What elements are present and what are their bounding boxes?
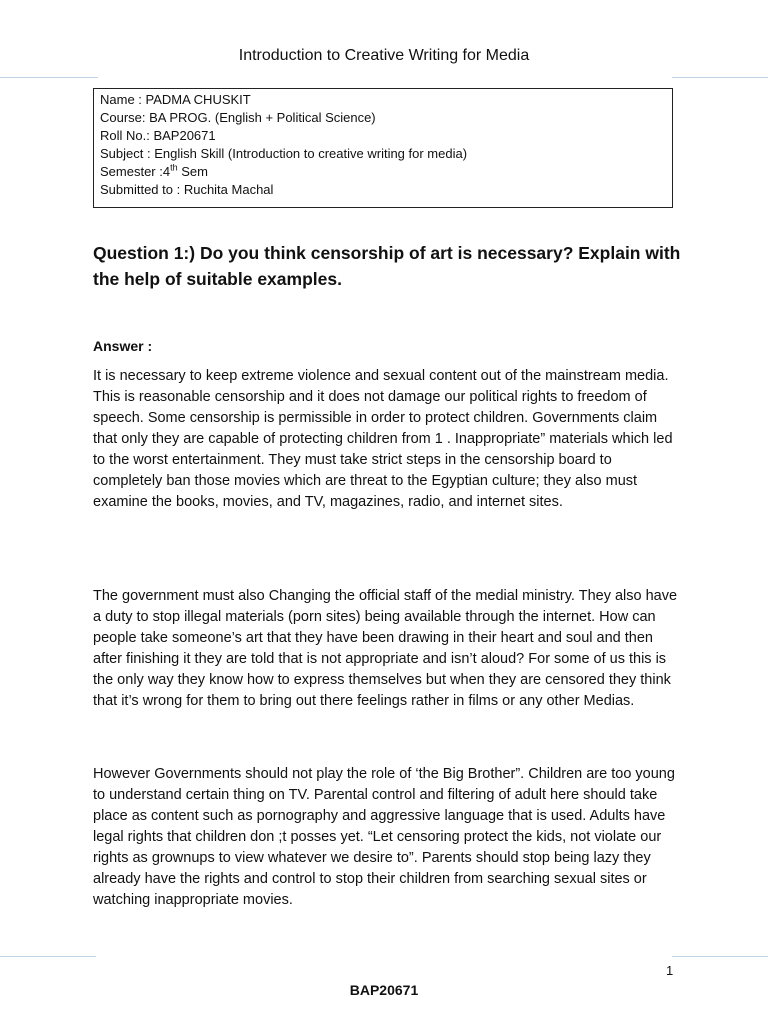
subject: Subject : English Skill (Introduction to creative writing for media) (100, 146, 468, 161)
semester (100, 163, 666, 181)
student-name: Name : PADMA CHUSKIT (100, 92, 251, 107)
roll-number: Roll No.: BAP20671 (100, 128, 216, 143)
answer-paragraph-2: The government must also Changing the official staff of the medial ministry. They also have a duty to stop illegal materials (porn sites) being available through the internet. How can people take someone’s art that they have been drawing in their heart and soul and then after finishing it they are told that is not appropriate and isn’t aloud? For some of us this is the only way they know how to express themselves but when they are censored they think that it’s wrong for them to bring out there feelings rather in films or any other Medias. (93, 588, 678, 709)
header-rule-left (0, 77, 98, 78)
submitted-to: Submitted to : Ruchita Machal (100, 182, 274, 197)
answer-paragraph-3: However Governments should not play the role of ‘the Big Brother”. Children are too young to understand certain thing on TV. Parental control and filtering of adult here should take place as content such as pornography and aggressive language that is used. Adults have legal rights that children don ;t posses yet. “Let censoring protect the kids, not violate our rights as grownups to view whatever we desire to”. Parents should stop being lazy they already have the rights and control to stop their children from searching sexual sites or watching inappropriate movies. (93, 766, 675, 908)
footer-roll-number: BAP20671 (349, 982, 419, 998)
semester-suffix: Sem (177, 164, 208, 179)
course: Course: BA PROG. (English + Political Science) (100, 110, 376, 125)
answer-paragraph-1: It is necessary to keep extreme violence and sexual content out of the mainstream media. This is reasonable censorship and it does not damage our political rights to freedom of speech. Some censorship is permissible in order to protect children. Governments claim that only they are capable of protecting children from 1 . Inappropriate” materials which led to the worst entertainment. They must take strict steps in the censorship board to completely ban those movies which are threat to the Egyptian culture; they also must examine the books, movies, and TV, magazines, radio, and internet sites. (93, 368, 673, 510)
footer-rule-left (0, 956, 96, 957)
page-header-title: Introduction to Creative Writing for Media (238, 47, 530, 64)
question-heading: Question 1:) Do you think censorship of art is necessary? Explain with the help of suitable examples. (93, 243, 681, 289)
header-rule-right (672, 77, 768, 78)
footer-rule-right (672, 956, 768, 957)
semester-prefix: Semester :4 (100, 164, 171, 179)
student-info-box (93, 88, 673, 208)
semester-superscript: th (170, 162, 178, 173)
page-number: 1 (666, 963, 674, 978)
answer-label: Answer : (93, 338, 153, 354)
